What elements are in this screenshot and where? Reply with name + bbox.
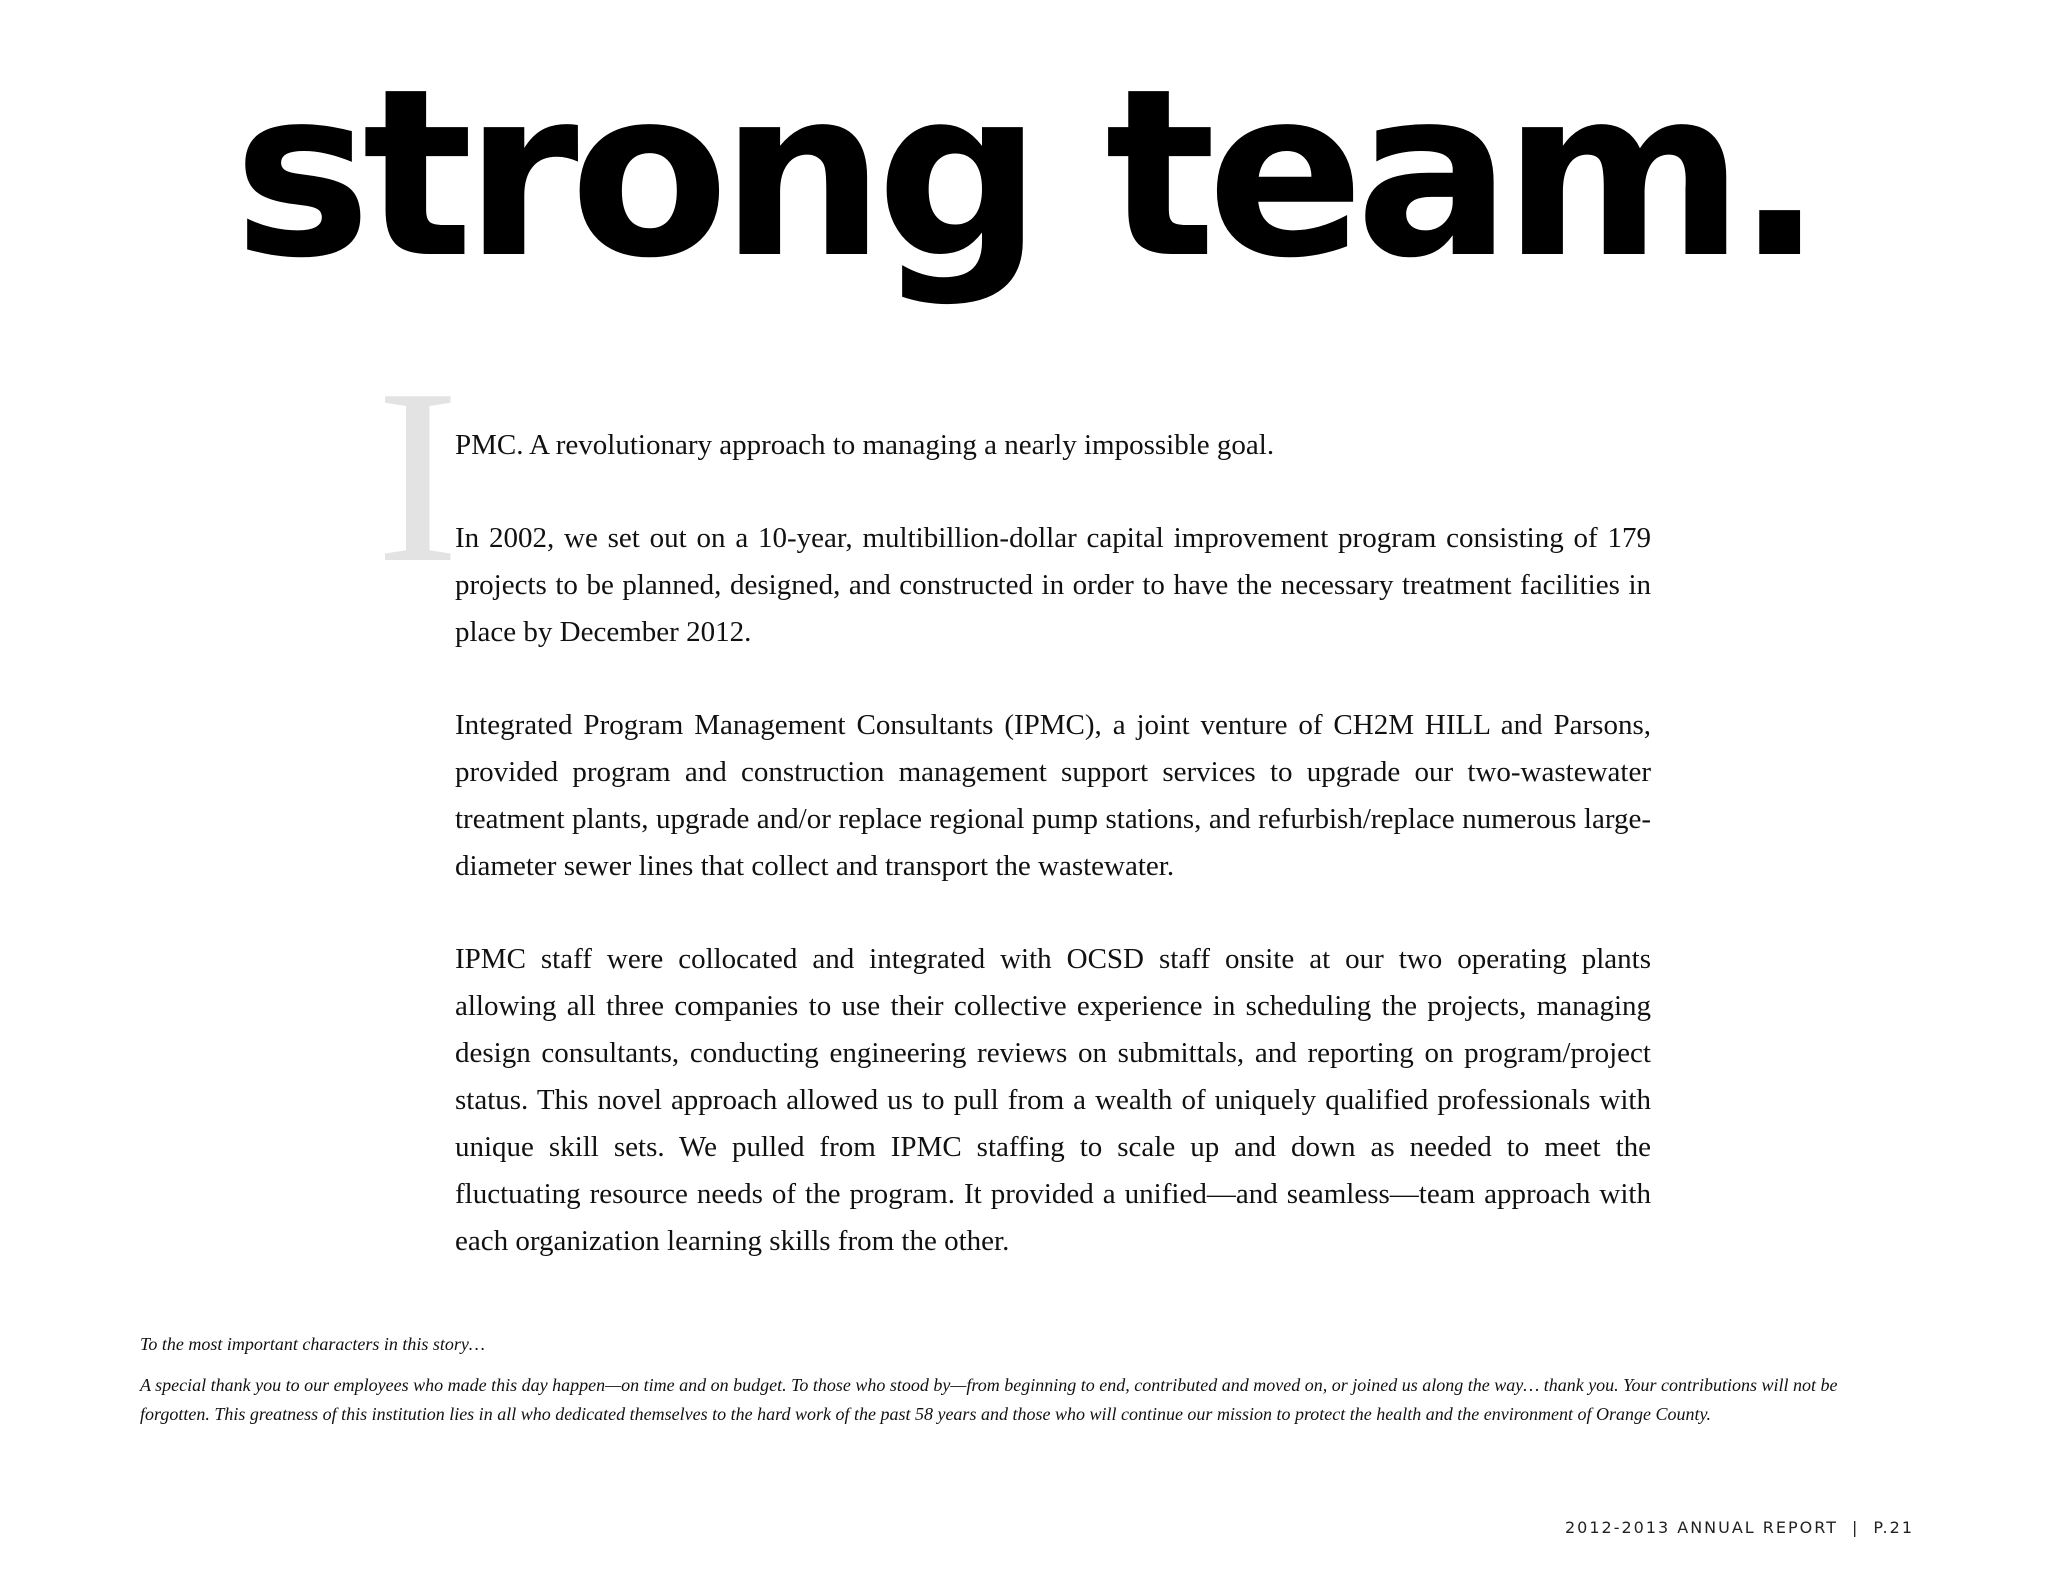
dedication-heading: To the most important characters in this story… <box>140 1334 485 1354</box>
footer-separator: | <box>1852 1518 1860 1537</box>
article-body <box>455 422 1651 1311</box>
paragraph-ipmc-description: Integrated Program Management Consultants (IPMC), a joint venture of CH2M HILL and Parsons, provided program and construction management support services to upgrade our two-wastewater treatment plants, upgrade and/or replace regional pump stations, and refurbish/replace numerous large-diameter sewer lines that collect and transport the wastewater. <box>455 709 1651 882</box>
drop-cap-letter: I <box>376 338 460 615</box>
paragraph-ipmc-staff: IPMC staff were collocated and integrated with OCSD staff onsite at our two operating plants allowing all three companies to use their collective experience in scheduling the projects, managing design consultants, conducting engineering reviews on submittals, and reporting on program/project status. This novel approach allowed us to pull from a wealth of uniquely qualified professionals with unique skill sets. We pulled from IPMC staffing to scale up and down as needed to meet the fluctuating resource needs of the program. It provided a unified—and seamless—team approach with each organization learning skills from the other. <box>455 943 1651 1257</box>
dedication-text: A special thank you to our employees who made this day happen—on time and on budget. To those who stood by—from beginning to end, contributed and moved on, or joined us along the way… thank you. Your contributions will not be forgotten. This greatness of this institution lies in all who dedicated themselves to the hard work of the past 58 years and those who will continue our mission to protect the health and the environment of Orange County. <box>140 1375 1838 1424</box>
page-headline: strong team. <box>233 39 1815 309</box>
page-footer <box>1565 1518 1914 1537</box>
footer-report-title: 2012-2013 ANNUAL REPORT <box>1564 1518 1838 1537</box>
footer-page-number: P.21 <box>1873 1518 1914 1537</box>
dedication-block <box>140 1330 1840 1441</box>
paragraph-intro: PMC. A revolutionary approach to managing a nearly impossible goal. <box>455 429 1275 461</box>
paragraph-program-history: In 2002, we set out on a 10-year, multibillion-dollar capital improvement program consisting of 179 projects to be planned, designed, and constructed in order to have the necessary treatment facilities in place by December 2012. <box>455 522 1651 648</box>
